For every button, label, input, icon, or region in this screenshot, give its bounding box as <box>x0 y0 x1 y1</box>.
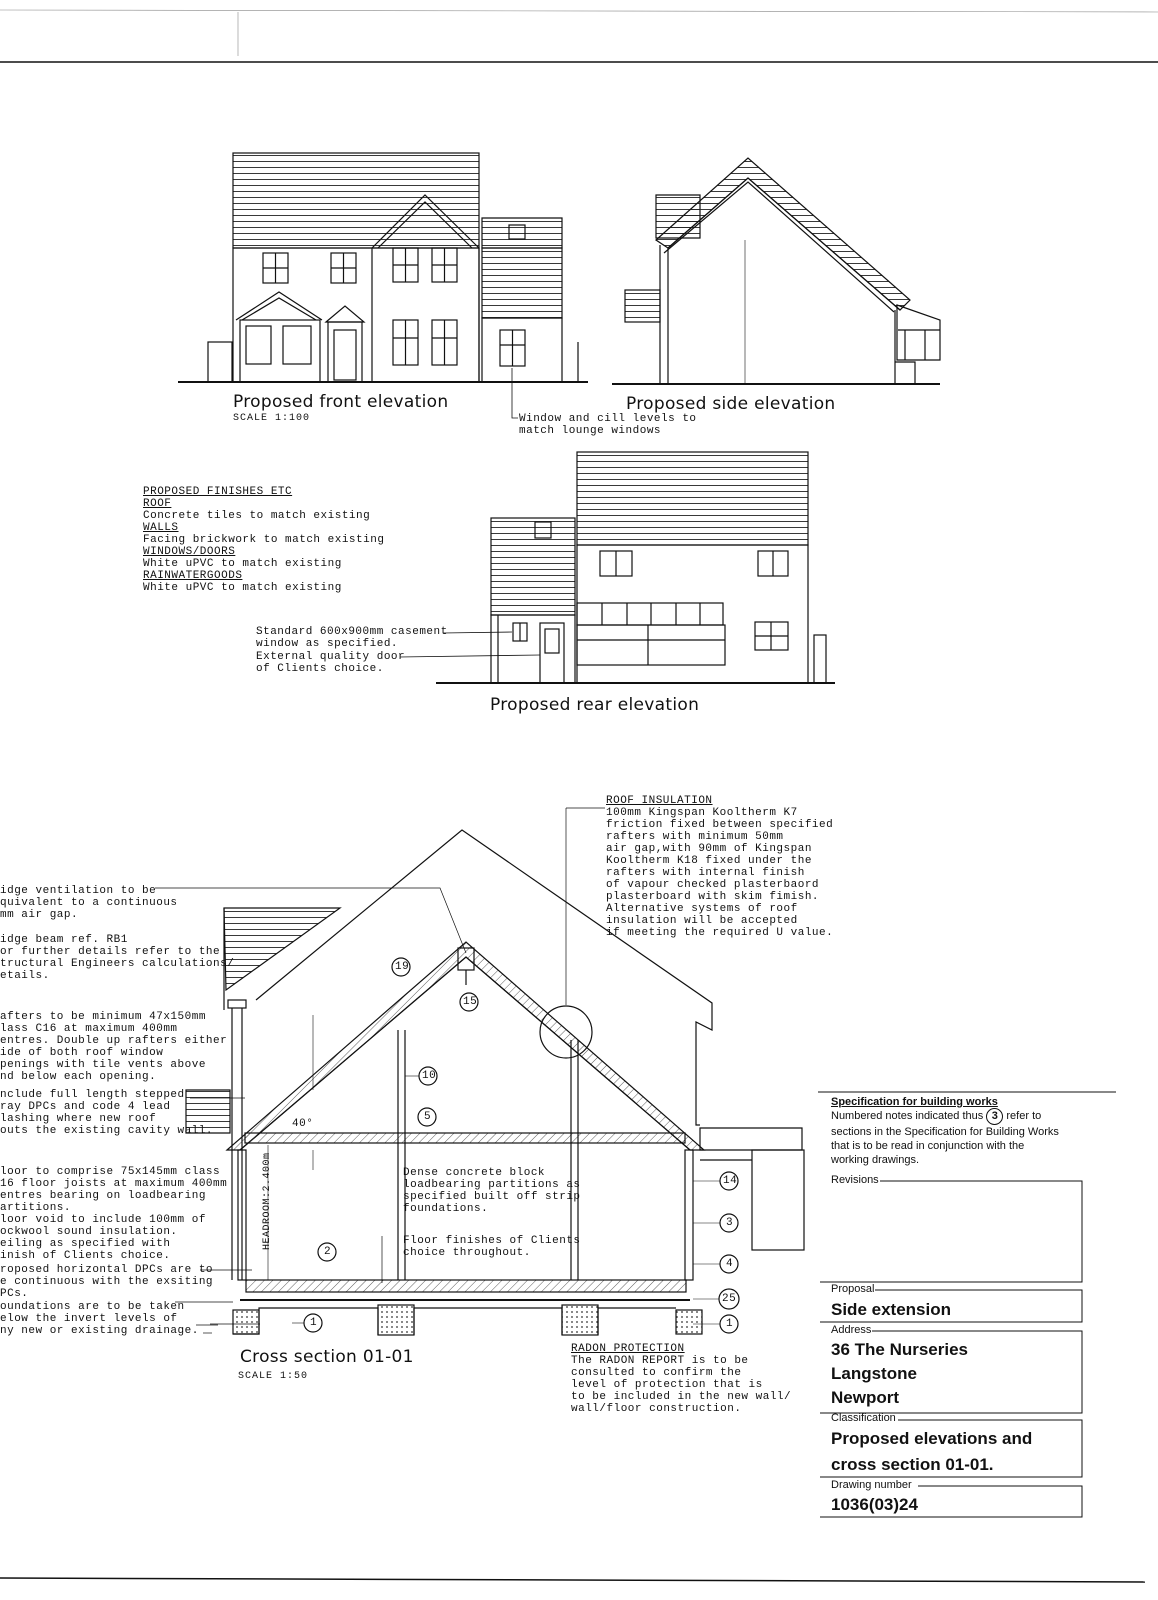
sheet-border-bottom <box>0 1578 1145 1582</box>
proposal-label: Proposal <box>831 1283 875 1295</box>
ridge-beam-note: idge beam ref. RB1 or further details refer to the tructural Engineers calculations/ etails. <box>0 934 235 982</box>
classification-line-1: Proposed elevations and <box>831 1429 1033 1448</box>
ridge-vent-note: idge ventilation to be quivalent to a continuous mm air gap. <box>0 885 178 921</box>
classification-line-2: cross section 01-01. <box>831 1455 994 1474</box>
cross-section-scale: SCALE 1:50 <box>238 1371 309 1382</box>
radon-note: RADON PROTECTION The RADON REPORT is to be consulted to confirm the level of protection that is to be included in the new wall/ wall/floor construction. <box>571 1343 792 1415</box>
side-elevation-title: Proposed side elevation <box>626 394 836 414</box>
side-elevation-drawing <box>612 158 940 384</box>
finishes-note: PROPOSED FINISHES ETC ROOF Concrete tiles to match existing WALLS Facing brickwork to match existing WINDOWS/DOORS White uPVC to match existing RAINWATERGOODS White uPVC to match existing <box>143 486 385 594</box>
rafters-note: afters to be minimum 47x150mm lass C16 at maximum 400mm entres. Double up rafters either ide of both roof window penings with tile vents above nd below each opening. <box>0 1011 228 1083</box>
front-elevation-title: Proposed front elevation <box>233 392 449 412</box>
callout-19: 19 <box>395 961 410 973</box>
horizontal-dpc-note: roposed horizontal DPCs are to e continuous with the exsiting PCs. <box>0 1264 214 1300</box>
callout-3: 3 <box>726 1217 734 1229</box>
headroom-label: HEADROOM:2.400m <box>262 1152 273 1250</box>
address-line-3: Newport <box>831 1388 899 1407</box>
classification-label: Classification <box>831 1412 896 1424</box>
drawing-number-value: 1036(03)24 <box>831 1495 918 1514</box>
callout-1-left: 1 <box>310 1317 318 1329</box>
callout-2: 2 <box>324 1246 332 1258</box>
foundations-note: oundations are to be taken elow the invert levels of ny new or existing drainage. <box>0 1301 199 1337</box>
address-line-1: 36 The Nurseries <box>831 1340 969 1359</box>
floor-finish-note: Floor finishes of Clients choice throughout. <box>403 1235 581 1259</box>
casement-note: Standard 600x900mm casement window as specified. <box>256 626 448 650</box>
dpc-note: nclude full length stepped ray DPCs and code 4 lead lashing where new roof outs the existing cavity wall. <box>0 1089 214 1137</box>
callout-25: 25 <box>722 1293 737 1305</box>
callout-1-right: 1 <box>726 1318 734 1330</box>
spec-number-badge: 3 <box>986 1108 1003 1125</box>
rear-elevation-drawing <box>400 452 835 683</box>
cross-section-title: Cross section 01-01 <box>240 1347 414 1367</box>
floor-note: loor to comprise 75x145mm class 16 floor joists at maximum 400mm entres bearing on loadbearing artitions. loor void to include 100mm of ockwool sound insulation. eiling as specified with inish of Clients choice. <box>0 1166 228 1262</box>
callout-10: 10 <box>422 1070 437 1082</box>
revisions-label: Revisions <box>831 1174 879 1186</box>
callout-15: 15 <box>463 996 478 1008</box>
callout-4: 4 <box>726 1258 734 1270</box>
callout-5: 5 <box>424 1111 432 1123</box>
drawing-number-label: Drawing number <box>831 1479 912 1491</box>
front-elevation-scale: SCALE 1:100 <box>233 413 311 424</box>
rear-elevation-title: Proposed rear elevation <box>490 695 700 715</box>
door-note: External quality door of Clients choice. <box>256 651 406 675</box>
spec-heading: Specification for building works <box>831 1096 998 1108</box>
roof-angle-label: 40° <box>292 1118 314 1130</box>
front-elevation-drawing <box>178 153 588 418</box>
roof-insulation-note: ROOF INSULATION 100mm Kingspan Kooltherm K7 friction fixed between specified rafters with minimum 50mm air gap,with 90mm of Kingspan Kooltherm K18 fixed under the rafters with internal finish of vapour checked plasterbaord plasterboard with skim fimish. Alternative systems of roof insulation will be accepted if meeting the required U value. <box>606 795 834 939</box>
callout-14: 14 <box>723 1175 738 1187</box>
address-line-2: Langstone <box>831 1364 917 1383</box>
address-label: Address <box>831 1324 872 1336</box>
specification-box: Specification for building works Numbered notes indicated thus 3 refer to sections in the Specification for Building Works that is to be read in conjunction with the working drawings. <box>831 1096 1121 1167</box>
dense-block-note: Dense concrete block loadbearing partitions as specified built off strip foundations. <box>403 1167 581 1215</box>
window-cill-note: Window and cill levels to match lounge windows <box>519 413 697 437</box>
proposal-value: Side extension <box>831 1300 951 1319</box>
